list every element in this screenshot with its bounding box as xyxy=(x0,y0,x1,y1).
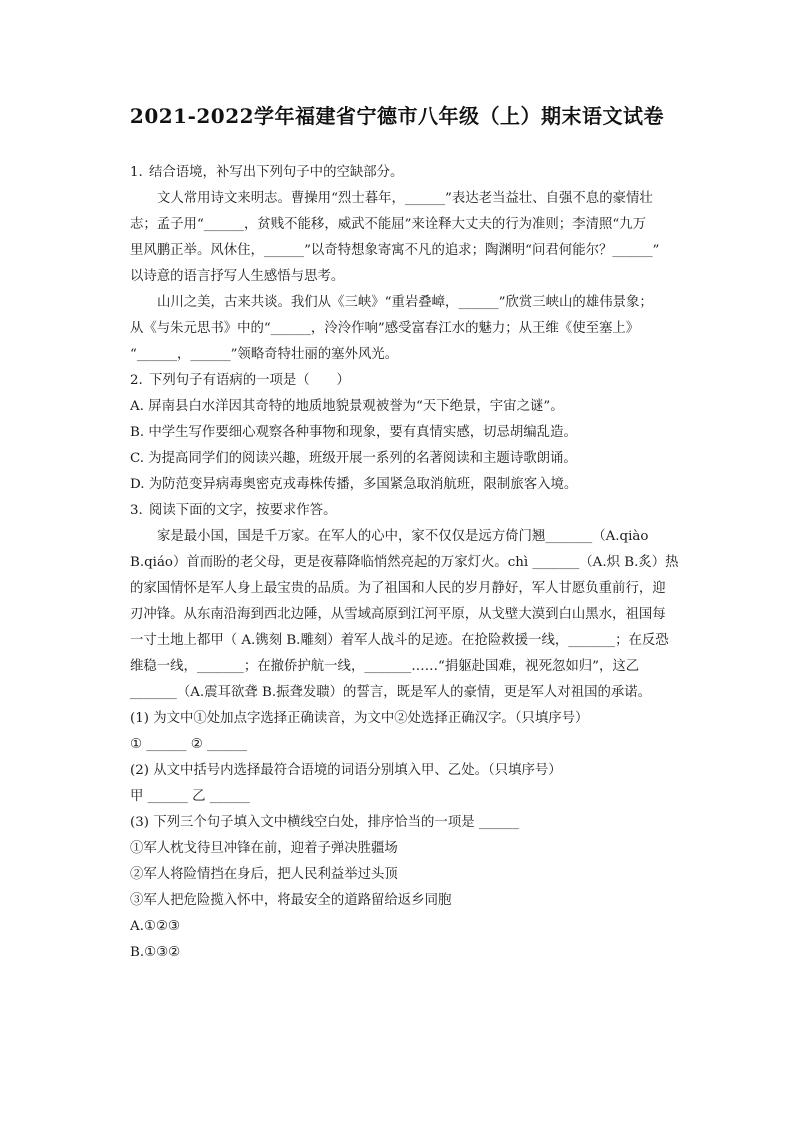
q3-passage-line: 刃冲锋。从东南沿海到西北边陲，从雪域高原到江河平原，从戈壁大漠到白山黑水，祖国每 xyxy=(130,607,666,622)
q3-option-a: A.①②③ xyxy=(130,919,180,934)
q3-sentence-2: ②军人将险情挡在身后，把人民利益举过头顶 xyxy=(130,867,398,882)
q2-header xyxy=(130,368,702,394)
q1-line: 文人常用诗文来明志。曹操用“烈士暮年，______”表达老当益壮、自强不息的豪情壮 xyxy=(157,191,653,206)
q3-sub-2-prompt: (2) 从文中括号内选择最符合语境的词语分别填入甲、乙处。（只填序号） xyxy=(130,763,562,778)
q1-line: 从《与朱元思书》中的“______，泠泠作响”感受富春江水的魅力；从王维《使至塞上》 xyxy=(130,321,640,336)
q1-line: 里风鹏正举。风休住，______”以奇特想象寄寓不凡的追求；陶渊明“问君何能尔？______” xyxy=(130,243,660,258)
q1-line: 山川之美，古来共谈。我们从《三峡》“重岩叠嶂，______”欣赏三峡山的雄伟景象； xyxy=(157,295,653,310)
q2-prompt: 下列句子有语病的一项是（ ） xyxy=(149,373,350,388)
q3-sentence-3: ③军人把危险揽入怀中，将最安全的道路留给返乡同胞 xyxy=(130,893,452,908)
q1-number: 1. xyxy=(130,165,143,180)
q3-header xyxy=(130,498,702,524)
q1-line: 以诗意的语言抒写人生感悟与思考。 xyxy=(130,269,345,284)
q1-line: “______，______”领略奇特壮丽的塞外风光。 xyxy=(130,347,399,362)
q3-passage-line: 的家国情怀是军人身上最宝贵的品质。为了祖国和人民的岁月静好，军人甘愿负重前行，迎 xyxy=(130,581,666,596)
q3-option-b: B.①③② xyxy=(130,945,181,960)
q2-number: 2. xyxy=(130,373,143,388)
exam-content xyxy=(130,160,702,966)
q1-line: 志；孟子用“______，贫贱不能移，威武不能屈”来诠释大丈夫的行为准则；李清照“九万 xyxy=(130,217,646,232)
q2-option-b: B. 中学生写作要细心观察各种事物和现象，要有真情实感，切忌胡编乱造。 xyxy=(130,425,577,440)
q3-sub-1-prompt: (1) 为文中①处加点字选择正确读音，为文中②处选择正确汉字。（只填序号） xyxy=(130,711,589,726)
q3-passage-line: 家是最小国，国是千万家。在军人的心中，家不仅仅是远方倚门翘_______（A.qiào xyxy=(157,529,649,544)
q3-passage-line: 维稳一线，_______；在撤侨护航一线，_______……“捐躯赴国难，视死忽如归”，这乙 xyxy=(130,659,640,674)
exam-title: 2021-2022学年福建省宁德市八年级（上）期末语文试卷 xyxy=(129,104,665,128)
q3-sub-1-answer: ① ______ ② ______ xyxy=(130,737,248,752)
q3-passage-line: B.qiáo）首而盼的老父母，更是夜幕降临悄然亮起的万家灯火。chì _______（A.炽 B.炙）热 xyxy=(130,555,679,570)
q2-option-d: D. 为防范变异病毒奥密克戎毒株传播，多国紧急取消航班，限制旅客入境。 xyxy=(130,477,578,492)
q2-option-a: A. 屏南县白水洋因其奇特的地质地貌景观被誉为“天下绝景，宇宙之谜”。 xyxy=(130,399,564,414)
q3-sub-3-prompt: (3) 下列三个句子填入文中横线空白处，排序恰当的一项是 ______ xyxy=(130,815,520,830)
q3-sub-2-answer: 甲 ______ 乙 ______ xyxy=(130,789,250,804)
q3-sentence-1: ①军人枕戈待旦冲锋在前，迎着子弹决胜疆场 xyxy=(130,841,398,856)
q3-passage-line: 一寸土地上都甲（ A.镌刻 B.雕刻）着军人战斗的足迹。在抢险救援一线，_______；在反恐 xyxy=(130,633,669,648)
q1-header xyxy=(130,160,702,186)
q2-option-c: C. 为提高同学们的阅读兴趣，班级开展一系列的名著阅读和主题诗歌朗诵。 xyxy=(130,451,577,466)
q3-passage-line: _______（A.震耳欲聋 B.振聋发聩）的誓言，既是军人的豪情，更是军人对祖国的承诺。 xyxy=(130,685,652,700)
q3-number: 3. xyxy=(130,503,143,518)
q3-prompt: 阅读下面的文字，按要求作答。 xyxy=(149,503,337,518)
q1-prompt: 结合语境，补写出下列句子中的空缺部分。 xyxy=(149,165,404,180)
